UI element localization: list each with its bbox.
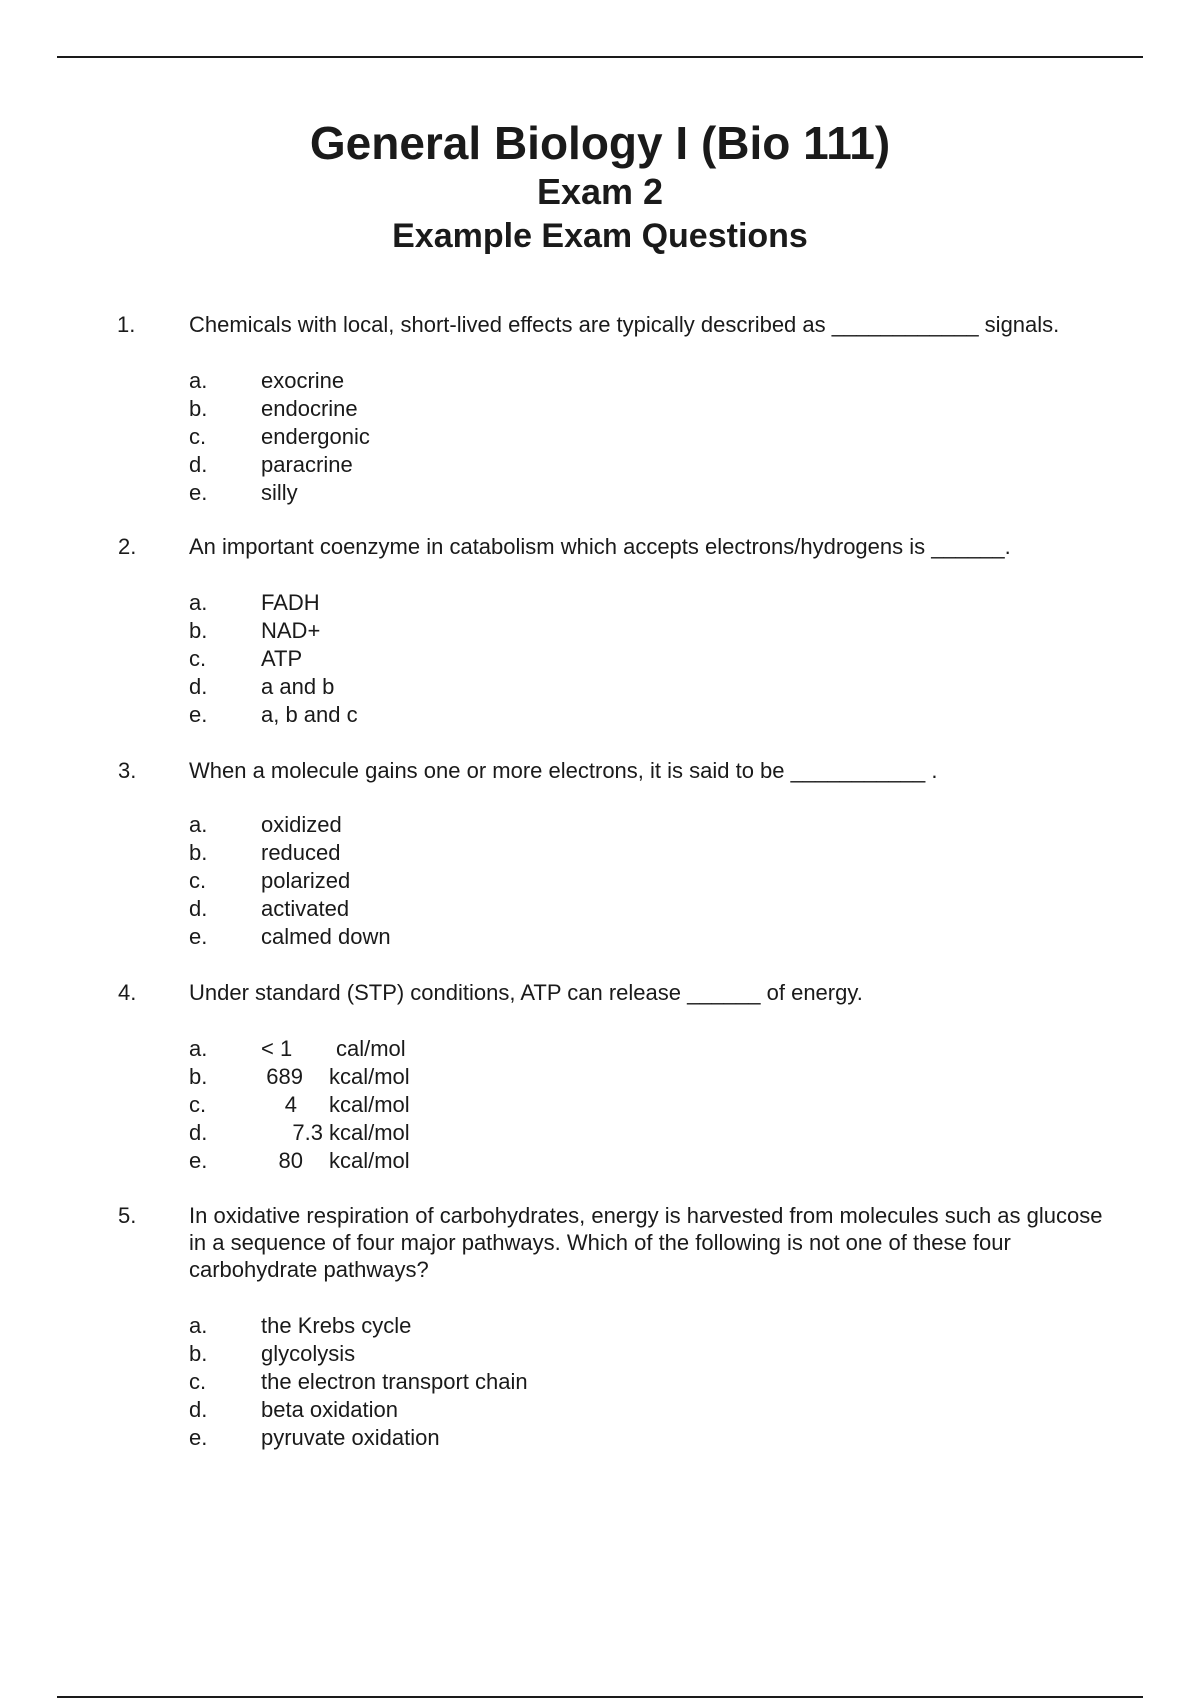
question-number: 1.	[117, 312, 136, 337]
option-text: calmed down	[261, 924, 391, 949]
option-unit: kcal/mol	[329, 1148, 410, 1173]
option-label: a.	[189, 1036, 208, 1061]
option-text: a and b	[261, 674, 335, 699]
option-text: reduced	[261, 840, 341, 865]
option-value: 80	[278, 1148, 303, 1173]
option-label: b.	[189, 618, 208, 643]
option-unit: kcal/mol	[329, 1092, 410, 1117]
question-text: Under standard (STP) conditions, ATP can release ______ of energy.	[189, 980, 863, 1005]
option-text: polarized	[261, 868, 351, 893]
option-label: e.	[189, 1148, 208, 1173]
page-title: General Biology I (Bio 111)	[309, 117, 891, 169]
option-label: d.	[189, 674, 208, 699]
option-label: c.	[189, 868, 207, 893]
question-number: 2.	[118, 534, 137, 559]
option-text: the Krebs cycle	[261, 1313, 412, 1338]
option-value: < 1	[261, 1036, 293, 1061]
option-text: paracrine	[261, 452, 353, 477]
option-label: d.	[189, 1397, 208, 1422]
option-label: e.	[189, 924, 208, 949]
option-text: glycolysis	[261, 1341, 356, 1366]
option-unit: kcal/mol	[329, 1064, 410, 1089]
option-unit: cal/mol	[336, 1036, 406, 1061]
question-text: When a molecule gains one or more electrons, it is said to be ___________ .	[189, 758, 938, 783]
option-unit: kcal/mol	[329, 1120, 410, 1145]
option-label: a.	[189, 812, 208, 837]
option-label: e.	[189, 480, 208, 505]
option-label: b.	[189, 396, 208, 421]
option-text: NAD+	[261, 618, 321, 643]
option-value: 689	[266, 1064, 303, 1089]
option-text: ATP	[261, 646, 303, 671]
question-number: 3.	[118, 758, 137, 783]
option-text: the electron transport chain	[261, 1369, 528, 1394]
option-text: endergonic	[261, 424, 370, 449]
option-label: c.	[189, 1369, 207, 1394]
option-label: a.	[189, 1313, 208, 1338]
option-label: b.	[189, 1341, 208, 1366]
question-text: In oxidative respiration of carbohydrates, energy is harvested from molecules such as glucose in a sequence of four major pathways. Which of the following is not one of these four carbohydrate pathways?	[189, 1203, 1103, 1282]
option-label: e.	[189, 702, 208, 727]
option-label: c.	[189, 424, 207, 449]
option-label: d.	[189, 452, 208, 477]
page-subtitle: Example Exam Questions	[392, 217, 808, 255]
top-rule	[57, 56, 1143, 58]
option-label: d.	[189, 1120, 208, 1145]
option-text: a, b and c	[261, 702, 358, 727]
question-text: An important coenzyme in catabolism which accepts electrons/hydrogens is ______.	[189, 534, 1011, 559]
option-value: 4	[284, 1092, 297, 1117]
option-label: a.	[189, 368, 208, 393]
option-text: exocrine	[261, 368, 345, 393]
option-text: activated	[261, 896, 350, 921]
option-label: c.	[189, 1092, 207, 1117]
option-text: endocrine	[261, 396, 358, 421]
option-text: FADH	[261, 590, 320, 615]
option-label: a.	[189, 590, 208, 615]
bottom-rule	[57, 1696, 1143, 1698]
option-text: oxidized	[261, 812, 342, 837]
option-label: c.	[189, 646, 207, 671]
question-text: Chemicals with local, short-lived effects are typically described as ____________ signals.	[189, 312, 1060, 337]
option-label: d.	[189, 896, 208, 921]
option-label: e.	[189, 1425, 208, 1450]
option-label: b.	[189, 1064, 208, 1089]
exam-title: Exam 2	[536, 171, 664, 212]
option-text: silly	[261, 480, 298, 505]
option-text: pyruvate oxidation	[261, 1425, 440, 1450]
option-text: beta oxidation	[261, 1397, 398, 1422]
page-header	[0, 116, 1200, 258]
question-number: 4.	[118, 980, 137, 1005]
option-label: b.	[189, 840, 208, 865]
option-value: 7.3	[292, 1120, 323, 1145]
question-number: 5.	[118, 1203, 137, 1228]
